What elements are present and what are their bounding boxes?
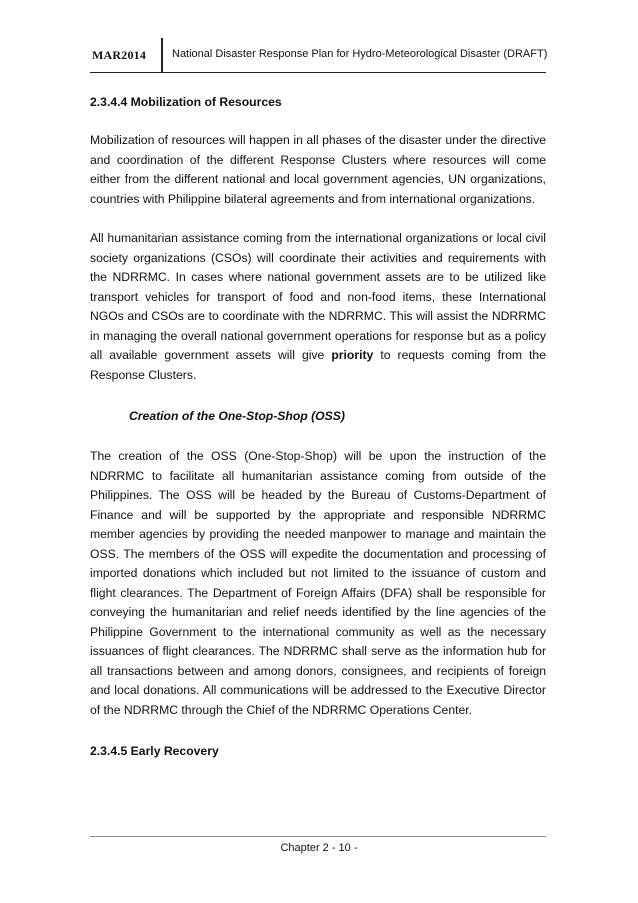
header-date: MAR2014: [92, 48, 147, 62]
subsection-heading-oss: Creation of the One-Stop-Shop (OSS): [129, 409, 345, 423]
page-number: Chapter 2 - 10 -: [280, 842, 358, 854]
document-body: [90, 93, 546, 760]
section-heading-early-recovery: 2.3.4.5 Early Recovery: [90, 744, 219, 758]
paragraph-humanitarian-assistance: [90, 229, 546, 385]
priority-emphasis: priority: [331, 348, 374, 362]
section-heading-mobilization: 2.3.4.4 Mobilization of Resources: [90, 95, 282, 109]
paragraph-text-before: All humanitarian assistance coming from the international organizations or local civil society organizations (CSOs) will coordinate their activities and requirements with the NDRRMC. In cases where national government assets are to be utilized like transport vehicles for transport of food and non-food items, these International NGOs and CSOs are to coordinate with the NDRRMC. This will assist the NDRRMC in managing the overall national government operations for response but as a policy all available government assets will give: [90, 231, 546, 362]
page-header: [90, 38, 546, 73]
footer-divider: [90, 836, 546, 837]
paragraph-oss: The creation of the OSS (One-Stop-Shop) will be upon the instruction of the NDRRMC to facilitate all humanitarian assistance coming from outside of the Philippines. The OSS will be headed by the Bureau of Customs-Department of Finance and will be supported by the appropriate and responsible NDRRMC member agencies by providing the needed manpower to manage and maintain the OSS. The members of the OSS will expedite the documentation and processing of imported donations which included but not limited to the issuance of custom and flight clearances. The Department of Foreign Affairs (DFA) shall be responsible for conveying the humanitarian and relief needs identified by the line agencies of the Philippine Government to the international community as well as the necessary issuances of flight clearances. The NDRRMC shall serve as the information hub for all transactions between and among donors, consignees, and recipients of foreign and local donations. All communications will be addressed to the Executive Director of the NDRRMC through the Chief of the NDRRMC Operations Center.: [90, 449, 546, 717]
header-divider: [161, 38, 163, 72]
header-title: National Disaster Response Plan for Hydro-Meteorological Disaster (DRAFT): [172, 48, 548, 60]
paragraph-text-after: to requests coming from the Response Clusters.: [90, 348, 546, 382]
paragraph-mobilization: Mobilization of resources will happen in all phases of the disaster under the directive and coordination of the different Response Clusters where resources will come either from the different national and local government agencies, UN organizations, countries with Philippine bilateral agreements and from international organizations.: [90, 133, 546, 206]
